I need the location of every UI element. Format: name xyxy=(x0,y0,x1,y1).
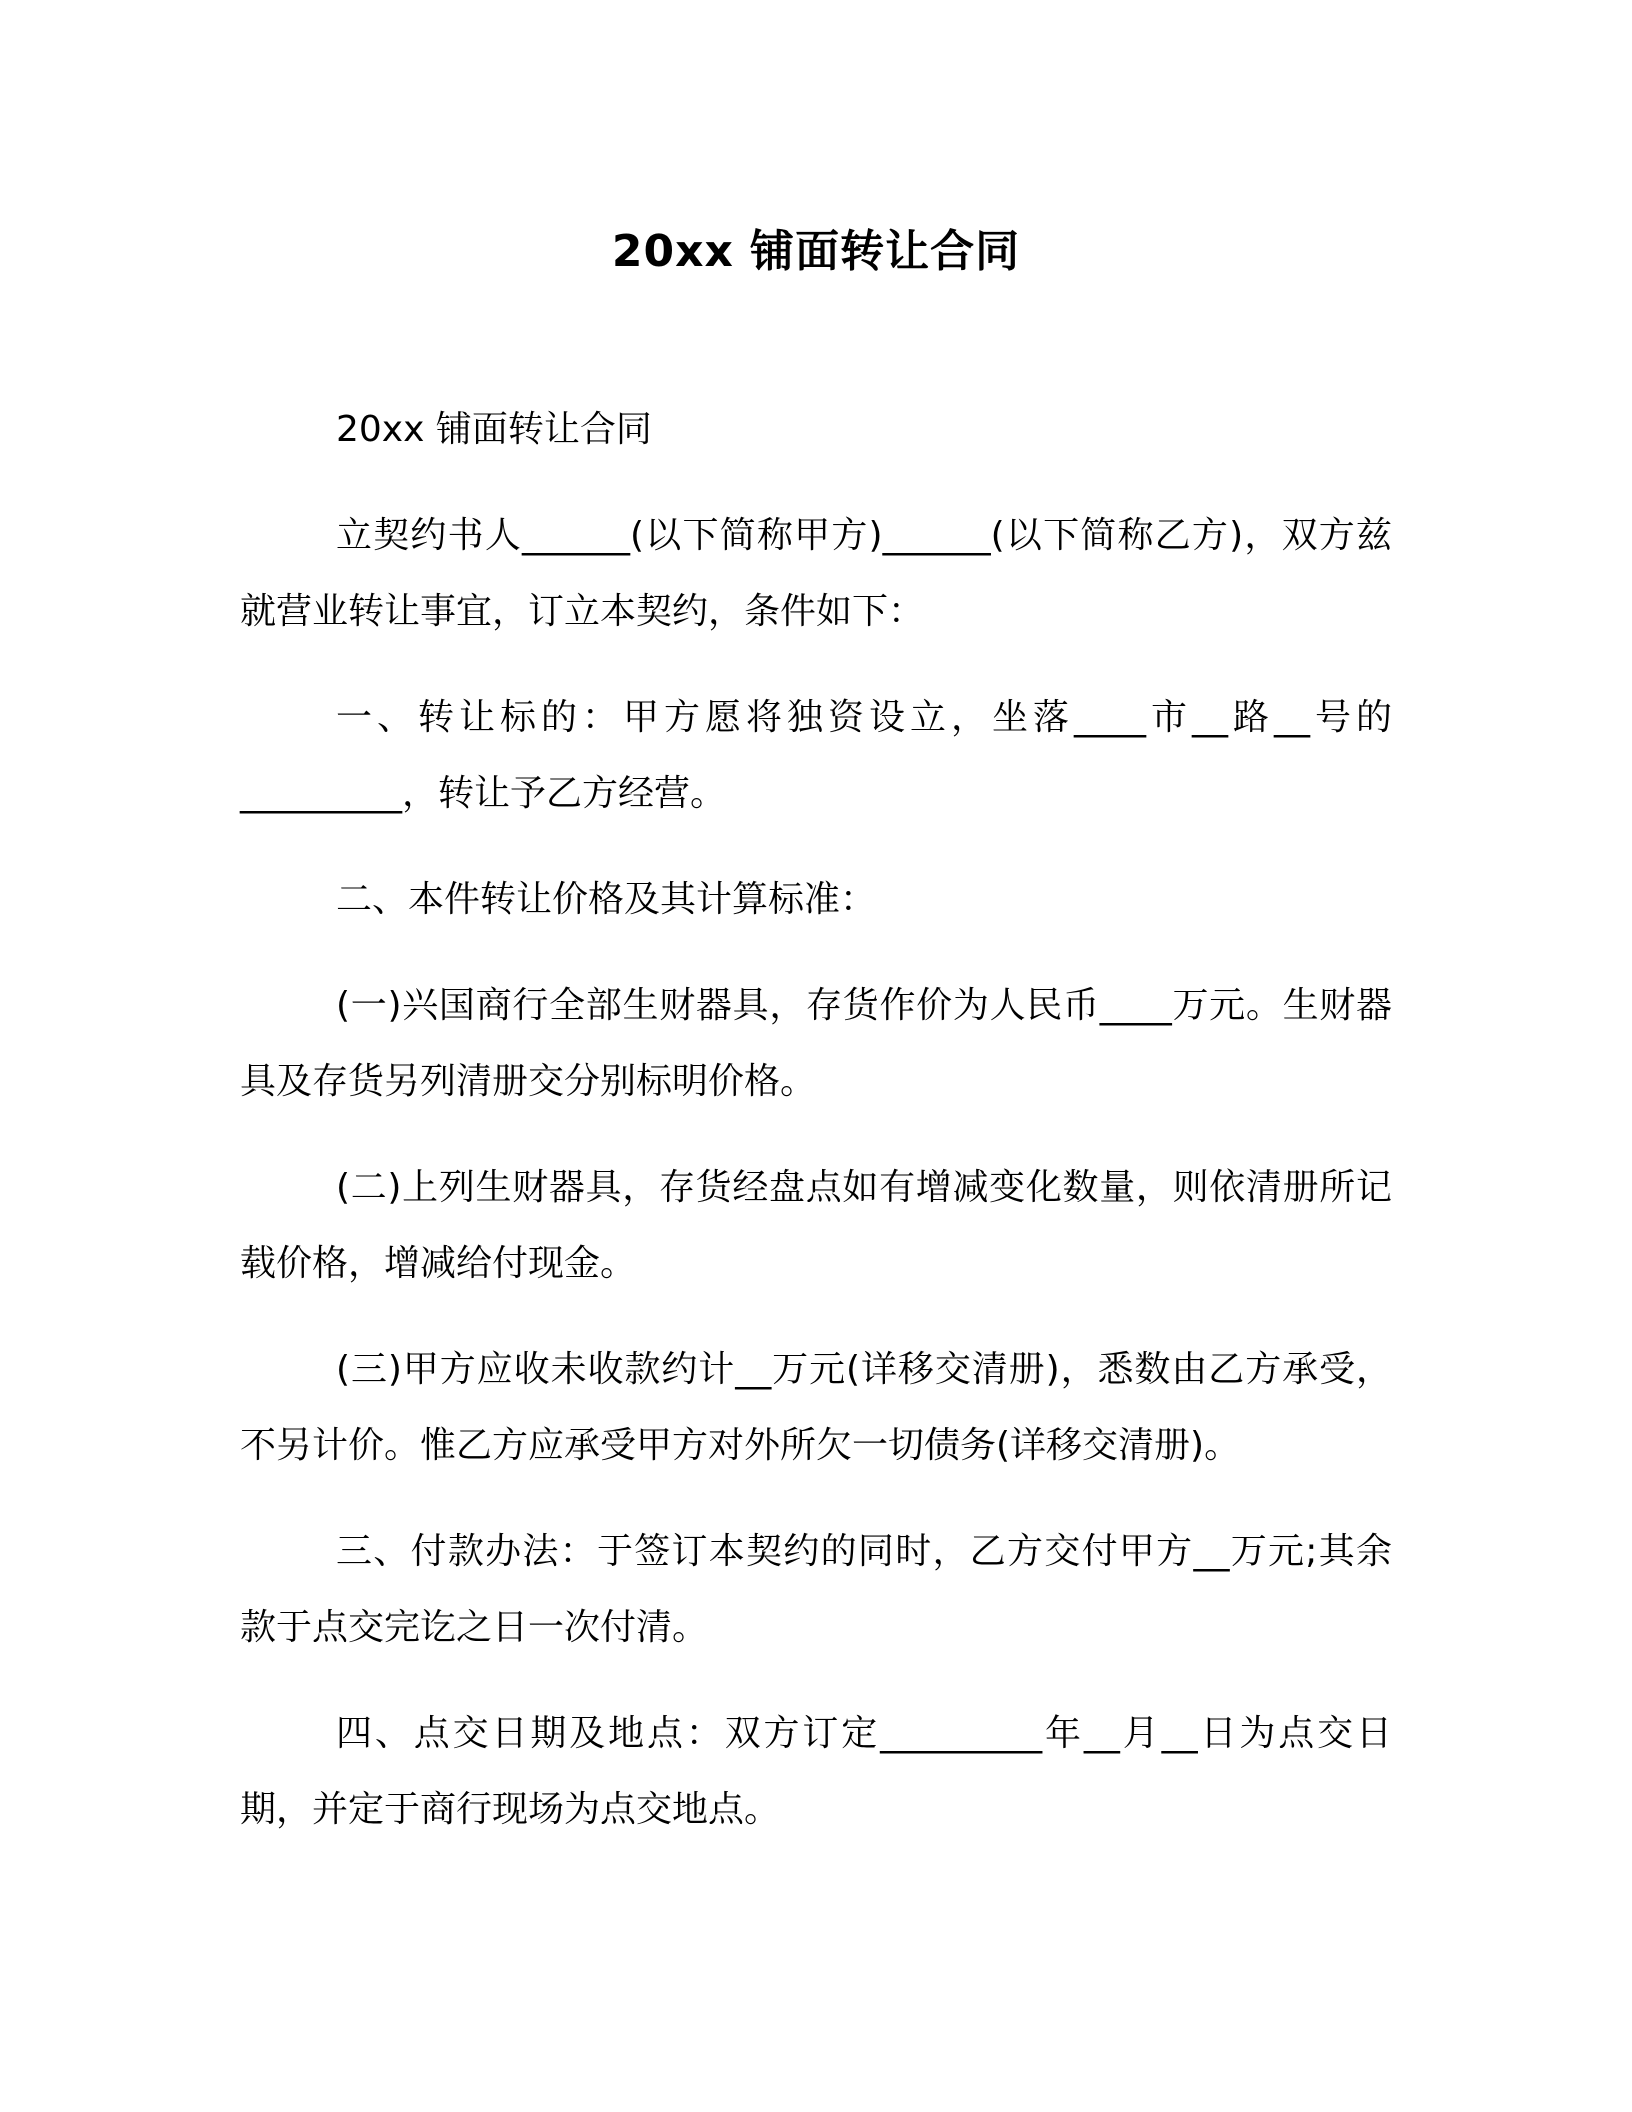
paragraph-clause-4: 四、点交日期及地点：双方订定_________年__月__日为点交日期，并定于商行现场为点交地点。 xyxy=(240,1713,1392,1830)
document-title: 20xx 铺面转让合同 xyxy=(611,226,1021,277)
paragraph-clause-2: 二、本件转让价格及其计算标准： xyxy=(336,879,877,920)
document-body xyxy=(240,392,1392,1878)
document-subtitle: 20xx 铺面转让合同 xyxy=(336,409,652,450)
paragraph-clause-2-3: (三)甲方应收未收款约计__万元(详移交清册)，悉数由乙方承受，不另计价。惟乙方应承受甲方对外所欠一切债务(详移交清册)。 xyxy=(240,1349,1392,1466)
paragraph-parties: 立契约书人______(以下简称甲方)______(以下简称乙方)，双方兹就营业转让事宜，订立本契约，条件如下： xyxy=(240,515,1392,632)
paragraph-clause-1: 一、转让标的：甲方愿将独资设立，坐落____市__路__号的_________，转让予乙方经营。 xyxy=(240,697,1392,814)
paragraph-clause-3: 三、付款办法：于签订本契约的同时，乙方交付甲方__万元;其余款于点交完讫之日一次付清。 xyxy=(240,1531,1392,1648)
paragraph-clause-2-1: (一)兴国商行全部生财器具，存货作价为人民币____万元。生财器具及存货另列清册交分别标明价格。 xyxy=(240,985,1392,1102)
paragraph-clause-2-2: (二)上列生财器具，存货经盘点如有增减变化数量，则依清册所记载价格，增减给付现金。 xyxy=(240,1167,1392,1284)
